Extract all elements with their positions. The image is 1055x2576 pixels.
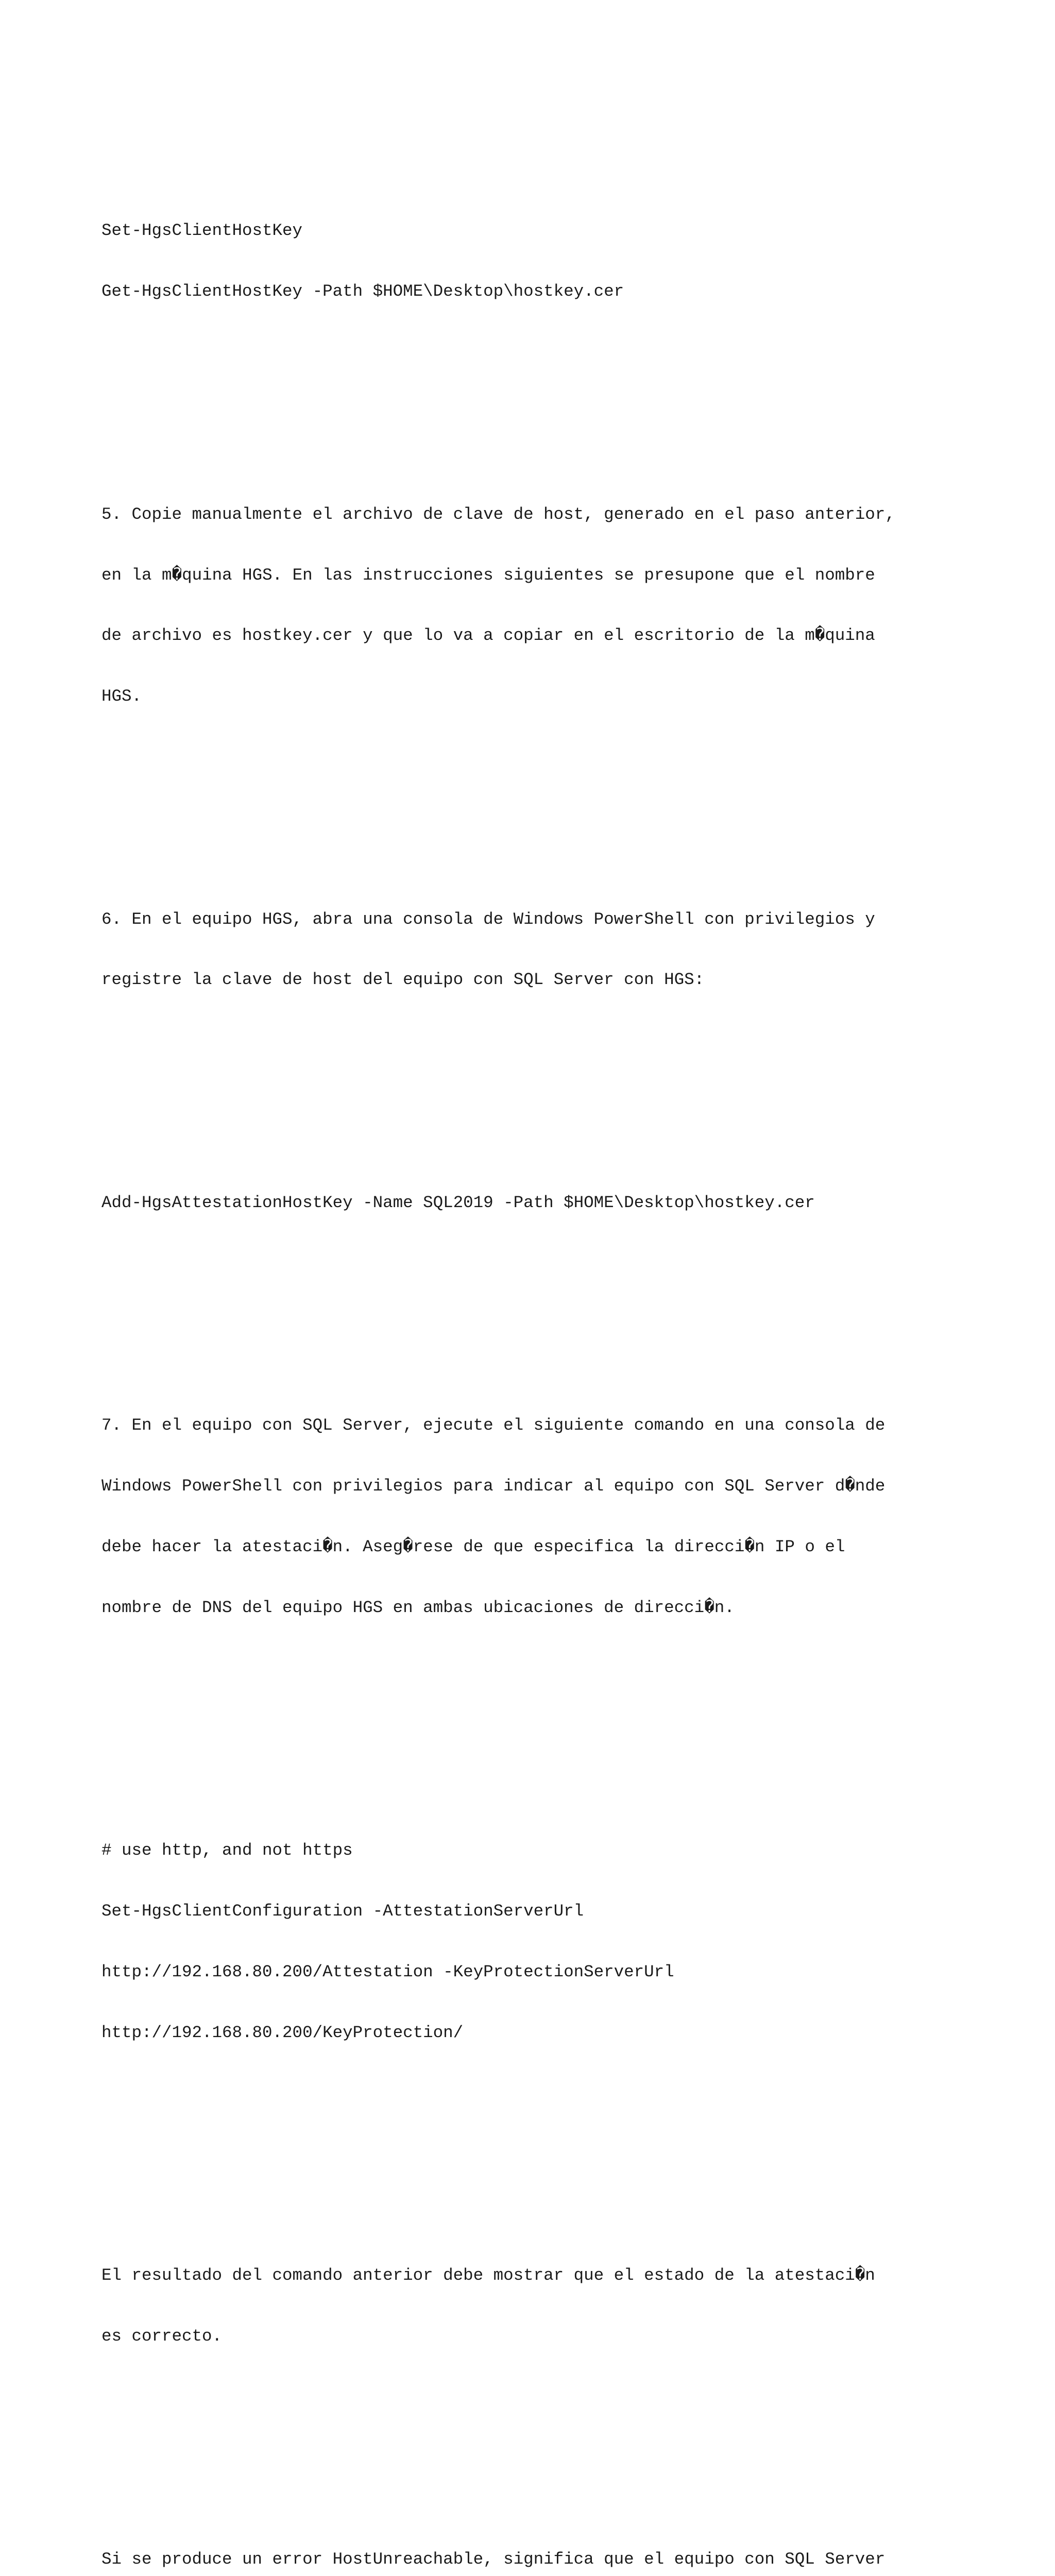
text-line: en la m�quina HGS. En las instrucciones siguientes se presupone que el nombre [101,565,875,585]
text-line: es correcto. [101,2327,223,2346]
text-line: 6. En el equipo HGS, abra una consola de Windows PowerShell con privilegios y [101,909,875,929]
text-line: de archivo es hostkey.cer y que lo va a copiar en el escritorio de la m�quina [101,626,875,646]
code-line: http://192.168.80.200/KeyProtection/ [101,2023,464,2042]
text-line: Windows PowerShell con privilegios para indicar al equipo con SQL Server d�nde [101,1476,886,1496]
document-body [101,120,988,2576]
code-line: # use http, and not https [101,1841,353,1860]
code-block-hostkey [101,180,988,342]
code-line: Add-HgsAttestationHostKey -Name SQL2019 -Path $HOME\Desktop\hostkey.cer [101,1193,815,1212]
code-block-client-config [101,1800,988,2083]
code-line: Set-HgsClientHostKey [101,221,303,241]
text-line: HGS. [101,687,142,706]
paragraph-host-unreachable [101,2509,988,2576]
text-line: debe hacer la atestaci�n. Aseg�rese de que especifica la direcci�n IP o el [101,1537,845,1556]
text-line: Si se produce un error HostUnreachable, significa que el equipo con SQL Server [101,2549,886,2569]
text-line: 7. En el equipo con SQL Server, ejecute el siguiente comando en una consola de [101,1416,886,1435]
code-block-add-hostkey [101,1152,988,1253]
paragraph-step-6 [101,869,988,1030]
paragraph-result [101,2225,988,2387]
code-line: Get-HgsClientHostKey -Path $HOME\Desktop\hostkey.cer [101,282,624,301]
paragraph-step-5 [101,464,988,747]
text-line: registre la clave de host del equipo con SQL Server con HGS: [101,970,705,990]
code-line: Set-HgsClientConfiguration -AttestationServerUrl [101,1902,584,1921]
text-line: 5. Copie manualmente el archivo de clave de host, generado en el paso anterior, [101,504,895,524]
text-line: El resultado del comando anterior debe mostrar que el estado de la atestaci�n [101,2266,875,2285]
code-line: http://192.168.80.200/Attestation -KeyProtectionServerUrl [101,1962,674,1982]
paragraph-step-7 [101,1375,988,1658]
text-line: nombre de DNS del equipo HGS en ambas ubicaciones de direcci�n. [101,1598,735,1617]
